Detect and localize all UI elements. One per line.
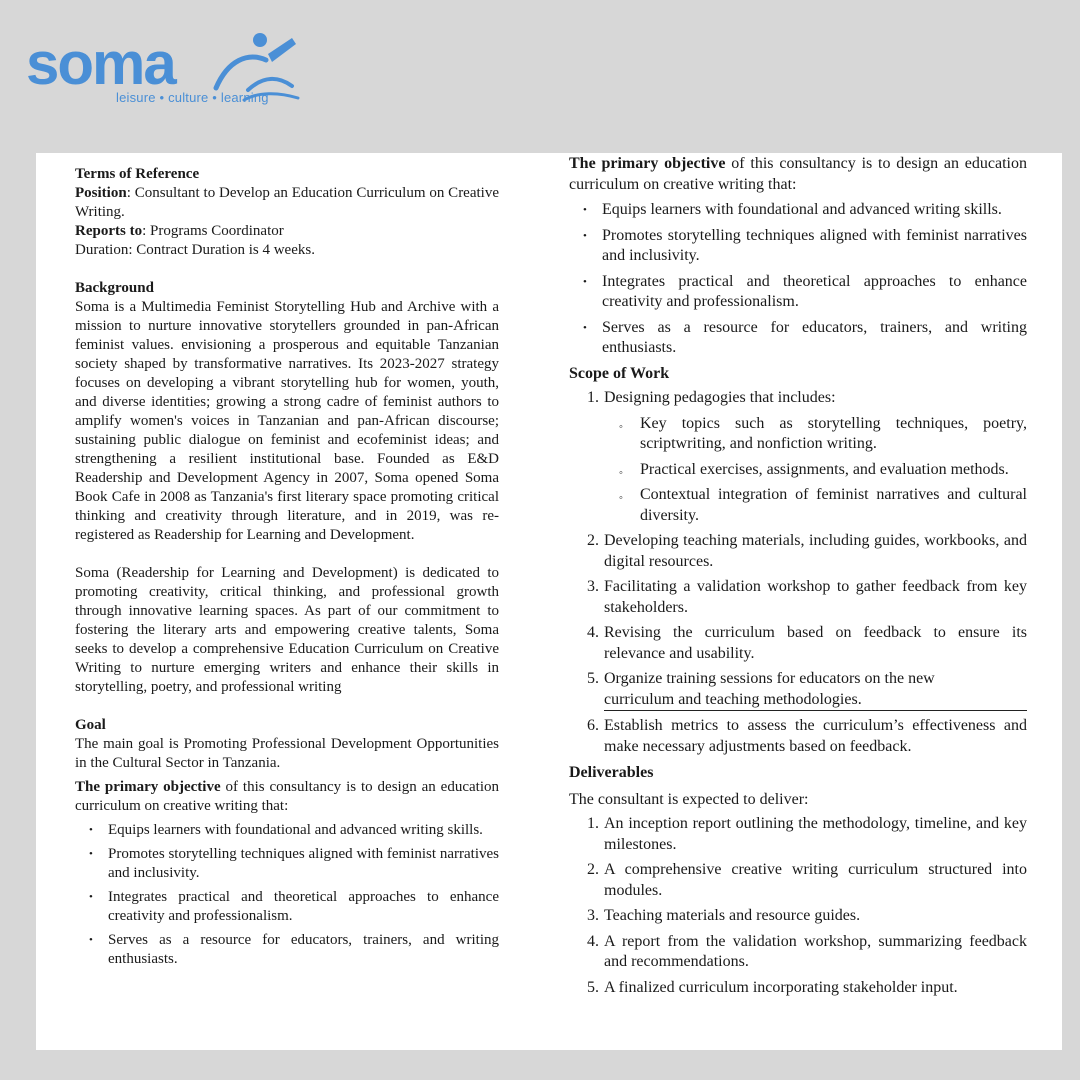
sub-list-item: ◦ Practical exercises, assignments, and evaluation methods. — [569, 460, 1027, 481]
document-page — [36, 153, 1062, 1050]
position-label: Position — [75, 185, 127, 201]
item-text: Developing teaching materials, including guides, workbooks, and digital resources. — [604, 532, 1027, 570]
scope-heading: Scope of Work — [569, 364, 670, 382]
logo-wordmark: soma — [26, 30, 175, 97]
left-column — [75, 165, 499, 974]
scope-list — [569, 388, 1027, 757]
list-item — [569, 814, 1027, 855]
list-item — [569, 906, 1027, 927]
item-text: Facilitating a validation workshop to gather feedback from key stakeholders. — [604, 578, 1027, 616]
list-item: • Equips learners with foundational and advanced writing skills. — [569, 200, 1027, 221]
item-number: 4. — [587, 624, 599, 641]
item-number: 1. — [587, 389, 599, 406]
objective-paragraph — [75, 778, 499, 816]
item-text: A comprehensive creative writing curriculum structured into modules. — [604, 861, 1027, 899]
deliverables-list — [569, 814, 1027, 998]
sub-list-item: ◦ Contextual integration of feminist narratives and cultural diversity. — [569, 485, 1027, 526]
item-number: 2. — [587, 861, 599, 878]
position-line — [75, 184, 499, 222]
item-number: 3. — [587, 907, 599, 924]
deliverables-heading: Deliverables — [569, 764, 654, 781]
objective-bold: The primary objective — [75, 779, 221, 795]
objective-list — [569, 200, 1027, 359]
item-number: 4. — [587, 932, 599, 950]
background-paragraph-2: Soma (Readership for Learning and Development) is dedicated to promoting creativity, critical thinking, and professional growth through innovative learning spaces. As part of our commitment to fostering the literary arts and empowering creative talents, Soma seeks to develop a comprehensive Education Curriculum on Creative Writing to nurture emerging writers and enhance their skills in storytelling, poetry, and professional writing — [75, 565, 499, 695]
reports-label: Reports to — [75, 223, 143, 239]
item-text: Organize training sessions for educators on the new — [604, 670, 935, 687]
item-text: Teaching materials and resource guides. — [604, 907, 861, 924]
sub-list — [604, 414, 1027, 527]
list-item — [569, 716, 1027, 757]
list-item — [569, 669, 1027, 711]
item-number: 5. — [587, 670, 599, 687]
item-text: Revising the curriculum based on feedback to ensure its relevance and usability. — [604, 624, 1027, 662]
item-number: 5. — [587, 978, 599, 996]
deliverables-intro: The consultant is expected to deliver: — [569, 790, 809, 808]
background-paragraph-1: Soma is a Multimedia Feminist Storytelling Hub and Archive with a mission to nurture innovative storytellers grounded in pan-African feminist values. envisioning a prosperous and equitable Tanzanian society shaped by transformative narratives. Its 2023-2027 strategy focuses on developing a vibrant storytelling hub for women, youth, and diverse identities; growing a strong cadre of feminist authors to amplify women's voices in Tanzanian and pan-African discourse; sustaining public dialogue on feminist and ecofeminist ideas; and strengthening a resilient institutional base. Founded as E&D Readership and Development Agency in 2007, Soma opened Soma Book Cafe in 2008 as Tanzania's first literary space promoting critical thinking and creativity through literature, and in 2019, was re-registered as Readership for Learning and Development. — [75, 299, 499, 543]
objective-bold: The primary objective — [569, 155, 726, 172]
soma-logo — [26, 28, 286, 118]
list-item — [569, 577, 1027, 618]
item-text: Designing pedagogies that includes: — [604, 389, 836, 406]
list-item: • Serves as a resource for educators, trainers, and writing enthusiasts. — [75, 931, 499, 969]
reports-line — [75, 222, 499, 241]
list-item: • Serves as a resource for educators, trainers, and writing enthusiasts. — [569, 318, 1027, 359]
list-item — [569, 978, 1027, 999]
list-item: • Integrates practical and theoretical approaches to enhance creativity and professionalism. — [75, 888, 499, 926]
reports-text: : Programs Coordinator — [142, 223, 284, 239]
logo-tagline: leisure • culture • learning — [116, 90, 269, 105]
tor-title: Terms of Reference — [75, 166, 200, 182]
list-item: • Promotes storytelling techniques aligned with feminist narratives and inclusivity. — [569, 226, 1027, 267]
objective-paragraph — [569, 154, 1027, 195]
goal-heading: Goal — [75, 717, 106, 733]
background-heading: Background — [75, 280, 154, 296]
item-text-underlined: curriculum and teaching methodologies. — [604, 690, 1027, 712]
objective-list — [75, 821, 499, 969]
list-item: • Equips learners with foundational and advanced writing skills. — [75, 821, 499, 840]
list-item — [569, 531, 1027, 572]
objective-text: of this consultancy is to design an education curriculum on creative writing that: — [569, 155, 1027, 193]
item-number: 1. — [587, 815, 599, 832]
position-text: : Consultant to Develop an Education Curriculum on Creative Writing. — [75, 185, 499, 220]
list-item: • Integrates practical and theoretical approaches to enhance creativity and professionalism. — [569, 272, 1027, 313]
item-text: Establish metrics to assess the curriculum’s effectiveness and make necessary adjustments based on feedback. — [604, 717, 1027, 755]
item-text: An inception report outlining the methodology, timeline, and key milestones. — [604, 815, 1027, 853]
item-text: A finalized curriculum incorporating stakeholder input. — [604, 978, 958, 996]
list-item: • Promotes storytelling techniques aligned with feminist narratives and inclusivity. — [75, 845, 499, 883]
list-item — [569, 388, 1027, 526]
item-text: A report from the validation workshop, summarizing feedback and recommendations. — [604, 932, 1027, 970]
list-item — [569, 623, 1027, 664]
item-number: 3. — [587, 578, 599, 595]
sub-list-item: ◦ Key topics such as storytelling techniques, poetry, scriptwriting, and nonfiction writing. — [569, 414, 1027, 455]
list-item — [569, 860, 1027, 901]
right-column — [569, 154, 1027, 1003]
objective-text: of this consultancy is to design an education curriculum on creative writing that: — [75, 779, 499, 814]
list-item — [569, 932, 1027, 973]
goal-text: The main goal is Promoting Professional Development Opportunities in the Cultural Sector in Tanzania. — [75, 736, 499, 771]
duration-line: Duration: Contract Duration is 4 weeks. — [75, 242, 315, 258]
item-number: 6. — [587, 717, 599, 734]
item-number: 2. — [587, 532, 599, 549]
